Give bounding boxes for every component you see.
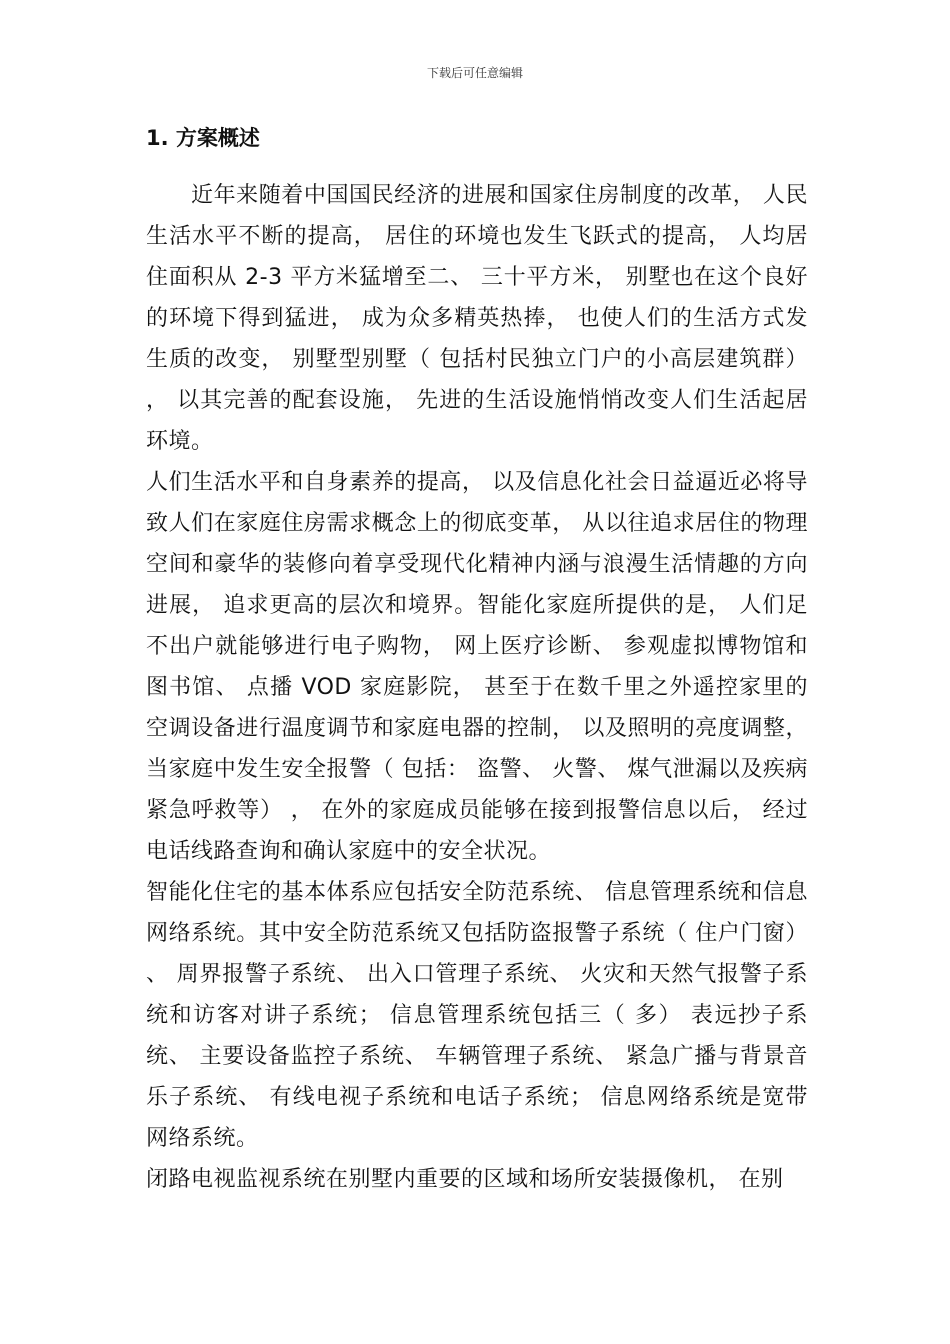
page-header: 下载后可任意编辑: [426, 66, 523, 80]
paragraph-intro: 近年来随着中国国民经济的进展和国家住房制度的改革， 人民生活水平不断的提高， 居住的环境也发生飞跃式的提高， 人均居住面积从 2-3 平方米猛增至二、 三十平方米， 别墅也在这个良好的环境下得到猛进， 成为众多精英热捧， 也使人们的生活方式发生质的改变， 别墅型别墅（ 包括村民独立门户的小高层建筑群） ， 以其完善的配套设施， 先进的生活设施悄悄改变人们生活起居环境。: [146, 183, 808, 454]
section-heading: 1. 方案概述: [146, 126, 260, 150]
paragraph-system-structure: 智能化住宅的基本体系应包括安全防范系统、 信息管理系统和信息网络系统。其中安全防范系统又包括防盗报警子系统（ 住户门窗） 、 周界报警子系统、 出入口管理子系统、 火灾和天然气报警子系统和访客对讲子系统； 信息管理系统包括三（ 多） 表远抄子系统、 主要设备监控子系统、 车辆管理子系统、 紧急广播与背景音乐子系统、 有线电视子系统和电话子系统； 信息网络系统是宽带网络系统。: [146, 880, 808, 1151]
paragraph-smart-home: 人们生活水平和自身素养的提高， 以及信息化社会日益逼近必将导致人们在家庭住房需求概念上的彻底变革， 从以往追求居住的物理空间和豪华的装修向着享受现代化精神内涵与浪漫生活情趣的方向进展， 追求更高的层次和境界。智能化家庭所提供的是， 人们足不出户就能够进行电子购物， 网上医疗诊断、 参观虚拟博物馆和图书馆、 点播 VOD 家庭影院， 甚至于在数千里之外遥控家里的空调设备进行温度调节和家庭电器的控制， 以及照明的亮度调整， 当家庭中发生安全报警（ 包括： 盗警、 火警、 煤气泄漏以及疾病紧急呼救等） ， 在外的家庭成员能够在接到报警信息以后， 经过电话线路查询和确认家庭中的安全状况。: [146, 470, 808, 864]
document-body: [146, 118, 808, 1200]
paragraph-cctv: 闭路电视监视系统在别墅内重要的区域和场所安装摄像机， 在别: [146, 1167, 784, 1192]
